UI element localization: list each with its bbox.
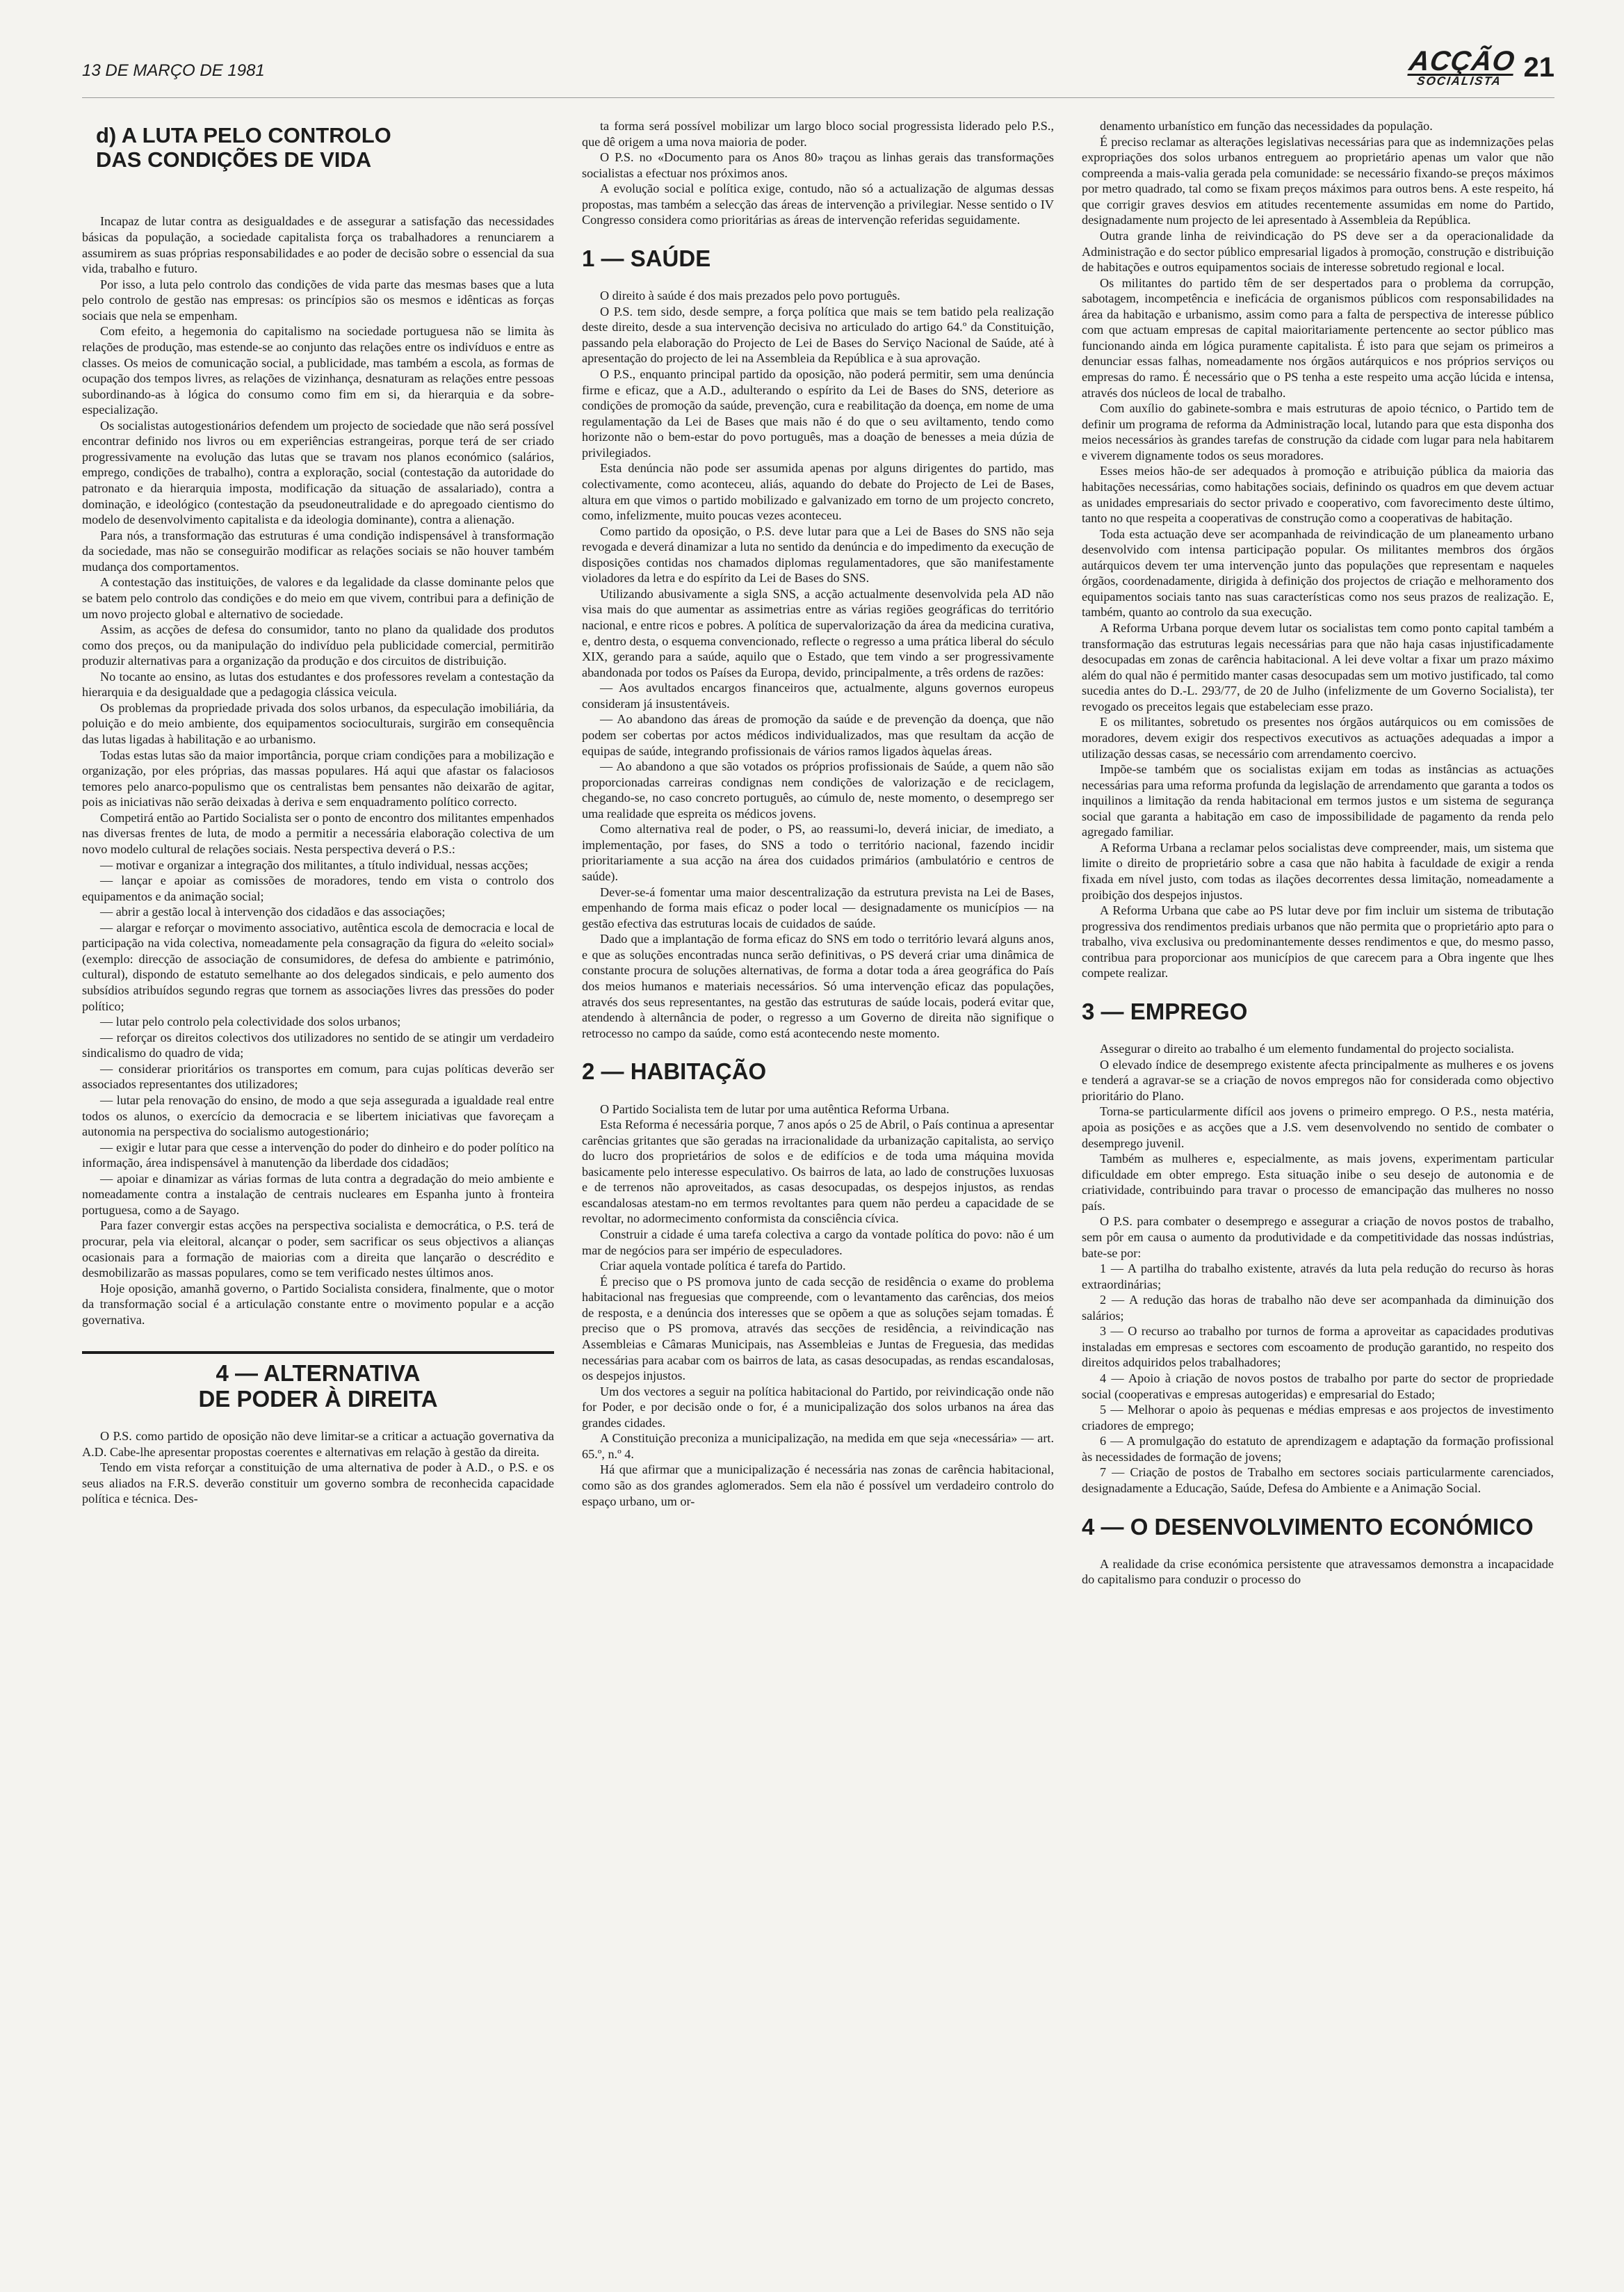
paragraph: Assim, as acções de defesa do consumidor, tanto no plano da qualidade dos produtos como dos preços, ou da manipulação do indivíduo pela publicidade comercial, permitirão produzir alternativas para a organização da produção e dos circuitos de distribuição. (82, 622, 554, 668)
masthead (1407, 46, 1554, 88)
paragraph: Criar aquela vontade política é tarefa do Partido. (600, 1259, 846, 1273)
paragraph: Construir a cidade é uma tarefa colectiva a cargo da vontade política do povo: não é um mar de negócios para ser império de especuladores. (582, 1227, 1054, 1257)
paragraph: Tendo em vista reforçar a constituição de uma alternativa de poder à A.D., o P.S. e os seus aliados na F.R.S. deverão constituir um governo sombra de reconhecida capacidade política e técnica. Des- (82, 1460, 554, 1506)
paragraph: É preciso reclamar as alterações legislativas necessárias para que as indemnizações pelas expropriações dos solos urbanos entreguem ao proprietário apenas um valor que não compreenda a mais-valia gerada pela comunidade: se necessário fixando-se preços máximos por metro quadrado, tal como se fixam preços máximos para outros bens. A este respeito, há que corrigir graves desvios em atitudes recentemente assumidas em nome do Partido, designadamente num projecto de lei apresentado à Assembleia da República. (1082, 134, 1554, 227)
list-item: 4 — Apoio à criação de novos postos de trabalho por parte do sector de propriedade social (cooperativas e empresas autogeridas) e empresarial do Estado; (1082, 1371, 1554, 1401)
paragraph: Competirá então ao Partido Socialista ser o ponto de encontro dos militantes empenhados nas diversas frentes de luta, de modo a permitir a necessária elaboração colectiva de um novo modelo cultural de relações sociais. Nesta perspectiva deverá o P.S.: (82, 810, 554, 856)
paragraph: Impõe-se também que os socialistas exijam em todas as instâncias as actuações necessárias para uma reforma profunda da legislação de arrendamento que garanta a todos os inquilinos a limitação da renda habitacional em termos justos e um sistema de segurança social que garanta a habitação em caso de impossibilidade de pagamento da renda pelo agregado familiar. (1082, 762, 1554, 839)
section-habitacao-title: 2 — HABITAÇÃO (582, 1058, 767, 1085)
paragraph: A Constituição preconiza a municipalização, na medida em que seja «necessária» — art. 65.º, n.º 4. (582, 1431, 1054, 1461)
section-emprego-title: 3 — EMPREGO (1082, 998, 1248, 1024)
paragraph: denamento urbanístico em função das necessidades da população. (1100, 119, 1433, 133)
list-item: 2 — A redução das horas de trabalho não deve ser acompanhada da diminuição dos salários; (1082, 1293, 1554, 1323)
list-item: — Ao abandono a que são votados os próprios profissionais de Saúde, a quem não são proporcionadas carreiras condignas nem condições de valorização e de reciclagem, chegando-se, no caso concreto português, ao cúmulo de, neste momento, o desemprego ser uma realidade que espreita os médicos jovens. (582, 759, 1054, 821)
list-item: 5 — Melhorar o apoio às pequenas e médias empresas e aos projectos de investimento criadores de emprego; (1082, 1403, 1554, 1432)
paragraph: Também as mulheres e, especialmente, as mais jovens, experimentam particular dificuldade em obter emprego. Esta situação inibe o seu desejo de autonomia e de criatividade, contribuindo para travar o processo de emancipação das mulheres no nosso país. (1082, 1152, 1554, 1213)
paragraph: Toda esta actuação deve ser acompanhada de reivindicação de um planeamento urbano desenvolvido com intensa participação popular. Os militantes membros dos órgãos autárquicos devem ter uma intervenção junto das populações que representam e naqueles órgãos, coordenadamente, dirigida à definição dos projectos de criação e melhoramento dos equipamentos sociais tanto nas suas características como nos seus prazos de realização. E, também, quanto ao controlo da sua execução. (1082, 526, 1554, 620)
paragraph: Para nós, a transformação das estruturas é uma condição indispensável à transformação da sociedade, mas não se conseguirão modificar as relações sociais se não houver também mudança dos comportamentos. (82, 528, 554, 574)
paragraph: A realidade da crise económica persistente que atravessamos demonstra a incapacidade do capitalismo para conduzir o processo do (1082, 1556, 1554, 1587)
paragraph: Com efeito, a hegemonia do capitalismo na sociedade portuguesa não se limita às relações de produção, mas estende-se ao conjunto das relações entre os indivíduos e entre as classes. Os meios de comunicação social, a publicidade, mas também a escola, as formas de ocupação dos tempos livres, as relações de vizinhança, desnaturam as relações entre pessoas subordinando-as à lógica do consumo como fim em si, da hierarquia e da sobre-especialização. (82, 324, 554, 417)
paragraph: O P.S. como partido de oposição não deve limitar-se a criticar a actuação governativa da A.D. Cabe-lhe apresentar propostas coerentes e alternativas em relação à gestão da direita. (82, 1428, 554, 1459)
list-item: — Ao abandono das áreas de promoção da saúde e de prevenção da doença, que não podem ser cobertas por actos médicos individualizados, mas que resultam da acção de equipas de saúde, integrando profissionais de vários ramos ligados àquelas áreas. (582, 712, 1054, 758)
logo-line-2: SOCIALISTA (1406, 74, 1513, 86)
paragraph: O P.S. para combater o desemprego e assegurar a criação de novos postos de trabalho, sem pôr em causa o aumento da produtividade e da competitividade das nossas indústrias, bate-se por: (1082, 1214, 1554, 1260)
list-item: — motivar e organizar a integração dos militantes, a título individual, nessas acções; (100, 857, 528, 872)
newspaper-logo (1406, 46, 1517, 88)
list-item: — lutar pela renovação do ensino, de modo a que seja assegurada a igualdade real entre todos os alunos, o exercício da democracia e se libertem iniciativas que favoreçam a autonomia na perspectiva do socialismo autogestionário; (82, 1092, 554, 1139)
paragraph: Todas estas lutas são da maior importância, porque criam condições para a mobilização e organização, por eles próprias, das massas populares. Há aqui que afastar os falaciosos temores pelo anarco-populismo que os centralistas bem pensantes não deixarão de agitar, pois as iniciativas não serão deixadas à deriva e sem enquadramento político correcto. (82, 748, 554, 809)
paragraph: O P.S., enquanto principal partido da oposição, não poderá permitir, sem uma denúncia firme e eficaz, que a A.D., adulterando o espírito da Lei de Bases do SNS, deteriore as condições de promoção da saúde, prevenção, cura e reabilitação da doença, em nome de uma regulamentação da Lei de Bases que mais não é do que o seu aviltamento, tendo como horizonte não o bem-estar do povo português, mas a doação de benesses a meia dúzia de privilegiados. (582, 367, 1054, 460)
paragraph: Dever-se-á fomentar uma maior descentralização da estrutura prevista na Lei de Bases, empenhando de forma mais eficaz o poder local — designadamente os municípios — na gestão efectiva das estruturas locais de cuidados de saúde. (582, 885, 1054, 930)
paragraph: Os problemas da propriedade privada dos solos urbanos, da especulação imobiliária, da poluição e do meio ambiente, dos equipamentos socioculturais, surgirão em consequência das lutas ligadas à habilitação e ao urbanismo. (82, 700, 554, 746)
paragraph: Como alternativa real de poder, o PS, ao reassumi-lo, deverá iniciar, de imediato, a implementação, por fases, do SNS a todo o território nacional, fazendo incidir prioritariamente a sua acção na área dos cuidados primários (ambulatório e centros de saúde). (582, 822, 1054, 884)
paragraph: Um dos vectores a seguir na política habitacional do Partido, por reivindicação onde não for Poder, e por decisão onde o for, é a municipalização dos solos urbanos na área das grandes cidades. (582, 1384, 1054, 1430)
paragraph: A Reforma Urbana a reclamar pelos socialistas deve compreender, mais, um sistema que limite o direito de proprietário sobre a casa que não habita à faculdade de exigir a renda fixada em nível justo, com todas as ilações decorrentes dessa limitação, nomeadamente a proibição dos despejos injustos. (1082, 840, 1554, 902)
section-d-title (96, 124, 554, 172)
list-item: 1 — A partilha do trabalho existente, através da luta pela redução do recurso às horas extraordinárias; (1082, 1261, 1554, 1291)
paragraph: O elevado índice de desemprego existente afecta principalmente as mulheres e os jovens e tenderá a agravar-se se a criação de novos empregos não for considerada como objectivo prioritário do Plano. (1082, 1057, 1554, 1103)
column-1 (82, 118, 554, 2239)
paragraph: Utilizando abusivamente a sigla SNS, a acção actualmente desenvolvida pela AD não visa mais do que aumentar as assimetrias entre as várias regiões geográficas do território nacional, e entre ricos e pobres. A política de supervalorização da área da medicina curativa, e, dentro desta, o esquema convencionado, reflecte o regresso a uma prática liberal do século XIX, gerando para a saúde, aquilo que o Estado, que tem vindo a ser progressivamente abandonada por todos os Países da Europa, devido, principalmente, a três ordens de razões: (582, 586, 1054, 679)
paragraph: No tocante ao ensino, as lutas dos estudantes e dos professores revelam a contestação da hierarquia e da desigualdade que a pedagogia clássica veicula. (82, 669, 554, 700)
column-2 (582, 118, 1054, 2239)
header-rule (82, 97, 1554, 98)
logo-line-1: ACÇÃO (1407, 46, 1517, 76)
list-item: — apoiar e dinamizar as várias formas de luta contra a degradação do meio ambiente e nomeadamente contra a instalação de centrais nucleares em Espanha junto à fronteira portuguesa, como a de Sayago. (82, 1171, 554, 1217)
section-d-title-line-1: d) A LUTA PELO CONTROLO (96, 123, 391, 147)
paragraph: A evolução social e política exige, contudo, não só a actualização de algumas dessas propostas, mas também a selecção das áreas de intervenção a privilegiar. Nesse sentido o IV Congresso considera como prioritárias as áreas de intervenção referidas seguidamente. (582, 181, 1054, 227)
paragraph: E os militantes, sobretudo os presentes nos órgãos autárquicos ou em comissões de moradores, devem exigir dos respectivos executivos as actuações adequadas a impor a utilização dessas casas, se necessário com arrendamento coercivo. (1082, 715, 1554, 761)
paragraph: A Reforma Urbana porque devem lutar os socialistas tem como ponto capital também a transformação das estruturas legais necessárias para que não haja casas injustificadamente desocupadas em zonas de carência habitacional. A lei deve voltar a fixar um prazo máximo além do qual não é permitido manter casas desocupadas sem um motivo justificado, tal como sucedia antes do D.-L. 293/77, de 20 de Julho (infelizmente de um Governo Socialista), ter revogado os preceitos legais que estabeleciam esse prazo. (1082, 621, 1554, 713)
list-item: — alargar e reforçar o movimento associativo, autêntica escola de democracia e local de participação na vida colectiva, nomeadamente pela consagração da figura do «eleito social» (exemplo: direcção de associação de consumidores, de defesa do ambiente e património, cultural), dispondo de estatuto semelhante ao dos delegados sindicais, e pelo aumento dos subsídios atribuídos segundo regras que tornem as associações livres das pressões do poder político; (82, 920, 554, 1013)
list-item: — lutar pelo controlo pela colectividade dos solos urbanos; (100, 1015, 401, 1029)
section-4-title-line-1: 4 — ALTERNATIVA (216, 1360, 421, 1387)
page-date: 13 DE MARÇO DE 1981 (82, 61, 265, 80)
section-d-title-line-2: DAS CONDIÇÕES DE VIDA (96, 147, 372, 172)
action-list (82, 857, 554, 1218)
paragraph: É preciso que o PS promova junto de cada secção de residência o exame do problema habitacional nas freguesias que compreende, com o levantamento das carências, dos meios de resposta, e a denúncia dos interesses que se opõem a que as soluções sejam tomadas. É preciso que o PS promova, através das secções de residência, a reivindicação nas Assembleias e Câmaras Municipais, nas Assembleias e Juntas de Freguesia, das medidas necessárias para acabar com os bairros de lata, as casas desocupadas, as rendas escandalosas, os despejos injustos. (582, 1274, 1054, 1383)
list-item: — Aos avultados encargos financeiros que, actualmente, alguns governos europeus consideram já insustentáveis. (582, 681, 1054, 711)
list-item: — abrir a gestão local à intervenção dos cidadãos e das associações; (100, 905, 446, 919)
page-number: 21 (1523, 51, 1554, 83)
section-4-alternativa-title (82, 1351, 554, 1412)
paragraph: Esses meios hão-de ser adequados à promoção e atribuição pública da maioria das habitações necessárias, como habitações sociais, definindo os quadros em que devem actuar as unidades empresariais do sector privado e cooperativo, com favorecimento deste último, tanto no que respeita a cooperativas de construção como a cooperativas de habitação. (1082, 464, 1554, 526)
paragraph: O direito à saúde é dos mais prezados pelo povo português. (600, 289, 900, 303)
paragraph: Para fazer convergir estas acções na perspectiva socialista e democrática, o P.S. terá de procurar, pela via eleitoral, alcançar o poder, sem sacrificar os seus objectivos a alianças ocasionais para a formação de maiorias com a direita que lançarão o descrédito e desmobilizarão as massas populares, como se tem verificado nestes últimos anos. (82, 1218, 554, 1280)
paragraph: Incapaz de lutar contra as desigualdades e de assegurar a satisfação das necessidades básicas da população, a sociedade capitalista força os trabalhadores a renunciarem a assumirem as suas próprias responsabilidades e ao poder de decisão sobre o essencial da sua vida, trabalho e futuro. (82, 214, 554, 276)
paragraph: Os militantes do partido têm de ser despertados para o problema da corrupção, sabotagem, incompetência e ineficácia de organismos públicos com responsabilidades na área da habitação e urbanismo, assim como para a falta de perspectiva de interesse público com que actuam empresas de capital maioritariamente pertencente ao sector público mas funcionando ainda em lógica puramente capitalista. É isto para que sejam os primeiros a denunciar essas falhas, nomeadamente nos órgãos autárquicos e nos próprios serviços ou empresas do ramo. É necessário que o PS tenha a este respeito uma acção lúcida e intensa, através dos núcleos de local de trabalho. (1082, 275, 1554, 400)
paragraph: Hoje oposição, amanhã governo, o Partido Socialista considera, finalmente, que o motor da transformação social é a articulação constante entre o movimento popular e a acção governativa. (82, 1281, 554, 1327)
list-item: — lançar e apoiar as comissões de moradores, tendo em vista o controlo dos equipamentos e da animação social; (82, 873, 554, 903)
paragraph: Por isso, a luta pelo controlo das condições de vida parte das mesmas bases que a luta pelo controlo de gestão nas empresas: os princípios são os mesmos e idênticas as forças sociais que nela se empenham. (82, 277, 554, 323)
paragraph: Como partido da oposição, o P.S. deve lutar para que a Lei de Bases do SNS não seja revogada e deverá dinamizar a luta no sentido da denúncia e do impedimento da execução de disposições contidas nos chamados diplomas regulamentadores, que são manifestamente violadores da letra e do espírito da Lei de Bases do SNS. (582, 524, 1054, 586)
column-3 (1082, 118, 1554, 2239)
list-item: 3 — O recurso ao trabalho por turnos de forma a aproveitar as capacidades produtivas instaladas em empresas e sectores com escoamento de produção garantido, no respeito dos direitos adquiridos pelos trabalhadores; (1082, 1324, 1554, 1370)
list-item: — exigir e lutar para que cesse a intervenção do poder do dinheiro e do poder político na informação, área indispensável à manutenção da liberdade dos cidadãos; (82, 1140, 554, 1170)
section-saude-title: 1 — SAÚDE (582, 245, 711, 271)
list-item: 6 — A promulgação do estatuto de aprendizagem e adaptação da formação profissional às necessidades de formação de jovens; (1082, 1434, 1554, 1464)
section-4-title-line-2: DE PODER À DIREITA (198, 1385, 438, 1412)
list-item: — reforçar os direitos colectivos dos utilizadores no sentido de se atingir um verdadeiro sindicalismo do quadro de vida; (82, 1030, 554, 1060)
reasons-list (582, 680, 1054, 821)
paragraph: Esta Reforma é necessária porque, 7 anos após o 25 de Abril, o País continua a apresentar carências gritantes que são geradas na irracionalidade da urbanização capitalista, ao serviço do lucro dos proprietários de solos e de edifícios e de toda uma máquina movida basicamente pelo interesse especulativo. Os bairros de lata, ao lado de construções luxuosas e de terrenos não aproveitados, as casas desocupadas, os despejos injustos, as rendas escandalosas atestam-no em termos revoltantes para quem não perdeu a capacidade de se revoltar, no adormecimento conformista da consciência cívica. (582, 1117, 1054, 1226)
paragraph: O P.S. no «Documento para os Anos 80» traçou as linhas gerais das transformações socialistas a efectuar nos próximos anos. (582, 150, 1054, 180)
paragraph: O Partido Socialista tem de lutar por uma autêntica Reforma Urbana. (600, 1101, 950, 1116)
list-item: — considerar prioritários os transportes em comum, para cujas políticas deverão ser associados representantes dos utilizadores; (82, 1061, 554, 1092)
paragraph: Assegurar o direito ao trabalho é um elemento fundamental do projecto socialista. (1100, 1042, 1514, 1056)
paragraph: Há que afirmar que a municipalização é necessária nas zonas de carência habitacional, como são as dos grandes aglomerados. Sem ela não é possível um verdadeiro controlo do espaço urbano, um or- (582, 1462, 1054, 1508)
paragraph: Esta denúncia não pode ser assumida apenas por alguns dirigentes do partido, mas colectivamente, como aconteceu, aliás, aquando do debate do Projecto de Lei de Bases, altura em que vimos o partido mobilizado e galvanizado em torno de um projecto concreto, como, infelizmente, muito poucas vezes aconteceu. (582, 461, 1054, 523)
paragraph: Os socialistas autogestionários defendem um projecto de sociedade que não será possível encontrar definido nos livros ou em experiências estrangeiras, porque terá de ser criado progressivamente na evolução das lutas que se travam nos planos económico (salários, emprego, condições de trabalho), contra a exploração, social (contestação da autoridade do patronato e da hierarquia imposta, modificação da situação de assalariado), contra a dominação, e ideológico (contestação da pseudoneutralidade e do apregoado cientismo do modelo de desenvolvimento capitalista e da ideologia dominante), contra a alienação. (82, 418, 554, 527)
paragraph: A Reforma Urbana que cabe ao PS lutar deve por fim incluir um sistema de tributação progressiva dos rendimentos prediais urbanos que não permita que o proprietário apto para o trabalho, viva exclusiva ou predominantemente desses rendimentos e que, do mesmo passo, contribua para proporcionar aos municípios de que carecem para a Obra ingente que lhes compete realizar. (1082, 903, 1554, 980)
paragraph: ta forma será possível mobilizar um largo bloco social progressista liderado pelo P.S., que dê origem a uma nova maioria de poder. (582, 119, 1054, 149)
paragraph: A contestação das instituições, de valores e da legalidade da classe dominante pelos que se batem pelo controlo das condições e do meio em que vivem, contribui para a definição de um novo projecto global e alternativo de sociedade. (82, 575, 554, 621)
paragraph: Torna-se particularmente difícil aos jovens o primeiro emprego. O P.S., nesta matéria, apoia as posições e as acções que a J.S. vem desenvolvendo no sentido de combater o desemprego juvenil. (1082, 1104, 1554, 1150)
paragraph: Dado que a implantação de forma eficaz do SNS em todo o território levará alguns anos, e que as soluções encontradas nunca serão definitivas, o PS deverá criar uma dinâmica de constante procura de soluções alternativas, de forma a dotar toda a área geográfica do País dos meios humanos e materiais necessários. Só uma intervenção eficaz das populações, através dos seus representantes, na gestão das estruturas de saúde locais, poderá evitar que, atendendo à alternância de poder, o regresso a um Governo de direita não signifique o retrocesso no campo da saúde, como está acontecendo neste momento. (582, 932, 1054, 1040)
paragraph: O P.S. tem sido, desde sempre, a força política que mais se tem batido pela realização deste direito, desde a sua intervenção decisiva no articulado do artigo 64.º da Constituição, passando pela elaboração do Projecto de Lei de Bases do Serviço Nacional de Saúde, até à apresentação do projecto de lei na Assembleia da República e à sua aprovação. (582, 304, 1054, 366)
paragraph: Outra grande linha de reivindicação do PS deve ser a da operacionalidade da Administração e do sector público empresarial ligados à promoção, construção e distribuição de habitações e outros equipamentos sociais de interesse sobretudo regional e local. (1082, 228, 1554, 275)
paragraph: Com auxílio do gabinete-sombra e mais estruturas de apoio técnico, o Partido tem de definir um programa de reforma da Administração local, lutando para que esta disponha dos meios necessários às grandes tarefas de construção da cidade com lugar para nela habitarem e viverem dignamente todos os seus moradores. (1082, 401, 1554, 462)
list-item: 7 — Criação de postos de Trabalho em sectores sociais particularmente carenciados, designadamente a Educação, Saúde, Defesa do Ambiente e a Animação Social. (1082, 1465, 1554, 1495)
emprego-list (1082, 1261, 1554, 1496)
article-columns (82, 118, 1554, 2239)
section-economico-title: 4 — O DESENVOLVIMENTO ECONÓMICO (1082, 1513, 1534, 1540)
